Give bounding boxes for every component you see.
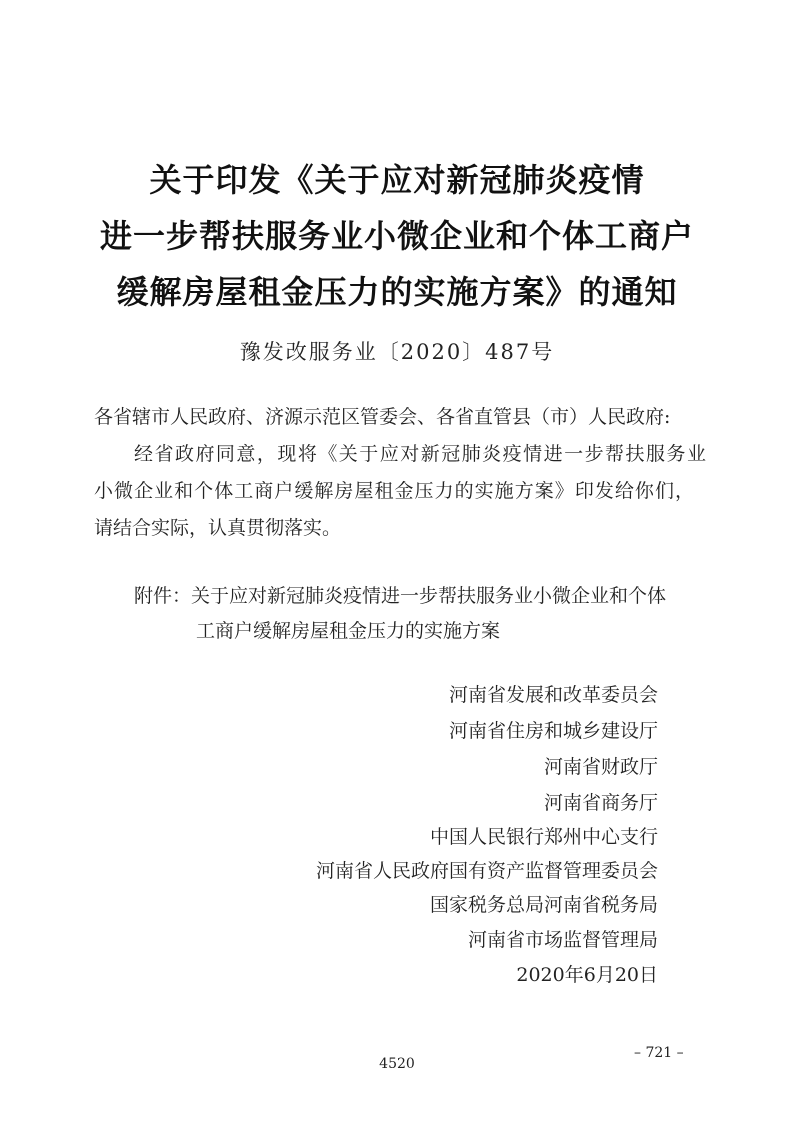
signatory: 中国人民银行郑州中心支行	[429, 826, 658, 848]
signatory: 河南省人民政府国有资产监督管理委员会	[315, 860, 658, 882]
title-line-3: 缓解房屋租金压力的实施方案》的通知	[116, 273, 678, 311]
body-line-3: 请结合实际，认真贯彻落实。	[94, 517, 342, 539]
document-number: 豫发改服务业〔2020〕487号	[239, 340, 555, 364]
signatory: 河南省发展和改革委员会	[448, 684, 658, 706]
attachment-line-2: 工商户缓解房屋租金压力的实施方案	[196, 620, 501, 642]
signatory: 国家税务总局河南省税务局	[429, 894, 658, 916]
attachment-line-1: 附件：关于应对新冠肺炎疫情进一步帮扶服务业小微企业和个体	[134, 585, 667, 607]
signatory: 河南省商务厅	[543, 792, 658, 814]
footer-number: 4520	[379, 1056, 415, 1072]
signatory: 河南省市场监督管理局	[467, 929, 658, 951]
page-number: – 721 –	[634, 1045, 684, 1061]
title-line-2: 进一步帮扶服务业小微企业和个体工商户	[99, 217, 694, 255]
issue-date: 2020年6月20日	[516, 964, 658, 986]
signatory: 河南省住房和城乡建设厅	[448, 720, 658, 742]
signatory: 河南省财政厅	[543, 756, 658, 778]
addressee: 各省辖市人民政府、济源示范区管委会、各省直管县（市）人民政府:	[94, 406, 671, 428]
body-line-2: 小微企业和个体工商户缓解房屋租金压力的实施方案》印发给你们，	[94, 480, 694, 502]
title-line-1: 关于印发《关于应对新冠肺炎疫情	[149, 161, 645, 199]
body-line-1: 经省政府同意，现将《关于应对新冠肺炎疫情进一步帮扶服务业	[134, 443, 706, 465]
